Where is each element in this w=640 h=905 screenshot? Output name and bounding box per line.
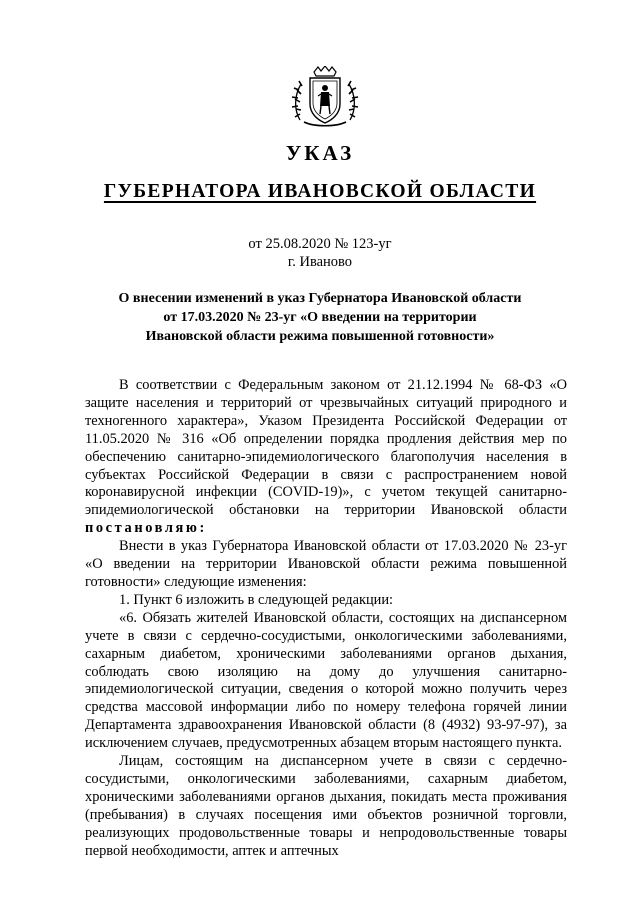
paragraph-clause-6-part-2: Лицам, состоящим на диспансерном учете в связи с сердечно-сосудистыми, онкологическими заболеваниями, сахарным диабетом, хроническими заболеваниями органов дыхания, покидать места проживания (пребывания) в случаях посещения ими объектов розничной торговли, реализующих продовольственные товары и непродовольственные товары первой необходимости, аптек и аптечных: [85, 753, 567, 859]
document-body: [85, 377, 567, 860]
paragraph-amendment-intro: Внести в указ Губернатора Ивановской области от 17.03.2020 № 23-уг «О введении на территории Ивановской области режима повышенной готовности» следующие изменения:: [85, 538, 567, 590]
document-city: г. Иваново: [287, 254, 353, 270]
subject-line-1: О внесении изменений в указ Губернатора Ивановской области: [118, 291, 522, 306]
subject-line-3: Ивановской области режима повышенной готовности»: [145, 329, 495, 344]
resolution-keyword: постановляю:: [85, 520, 207, 537]
paragraph-clause-6: «6. Обязать жителей Ивановской области, состоящих на диспансерном учете в связи с сердечно-сосудистыми, онкологическими заболеваниями, сахарным диабетом, хроническими заболеваниями органов дыхания, соблюдать свою изоляцию на дому до улучшения санитарно-эпидемиологической ситуации, сведения о которой можно получить через средства массовой информации либо по номеру телефона горячей линии Департамента здравоохранения Ивановской области (8 (4932) 93-97-97), за исключением случаев, предусмотренных абзацем вторым настоящего пункта.: [85, 609, 567, 752]
document-subject: [70, 289, 570, 346]
document-subtitle: [0, 181, 640, 203]
document-date: от 25.08.2020 № 123-уг: [248, 236, 392, 252]
coat-of-arms-icon: [290, 66, 360, 128]
subtitle-text: ГУБЕРНАТОРА ИВАНОВСКОЙ ОБЛАСТИ: [103, 181, 537, 202]
paragraph-preamble: [85, 377, 567, 538]
subject-line-2: от 17.03.2020 № 23-уг «О введении на территории: [163, 310, 477, 325]
paragraph-item-1: 1. Пункт 6 изложить в следующей редакции:: [119, 591, 394, 608]
document-title: УКАЗ: [285, 141, 355, 165]
preamble-text: В соответствии с Федеральным законом от 21.12.1994 № 68-ФЗ «О защите населения и территорий от чрезвычайных ситуаций природного и техногенного характера», Указом Президента Российской Федерации от 11.05.2020 № 316 «Об определении порядка продления действия мер по обеспечению санитарно-эпидемиологического благополучия населения в субъектах Российской Федерации в связи с распространением новой коронавирусной инфекции (COVID-19)», с учетом текущей санитарно-эпидемиологической обстановки на территории Ивановской области: [85, 377, 567, 519]
